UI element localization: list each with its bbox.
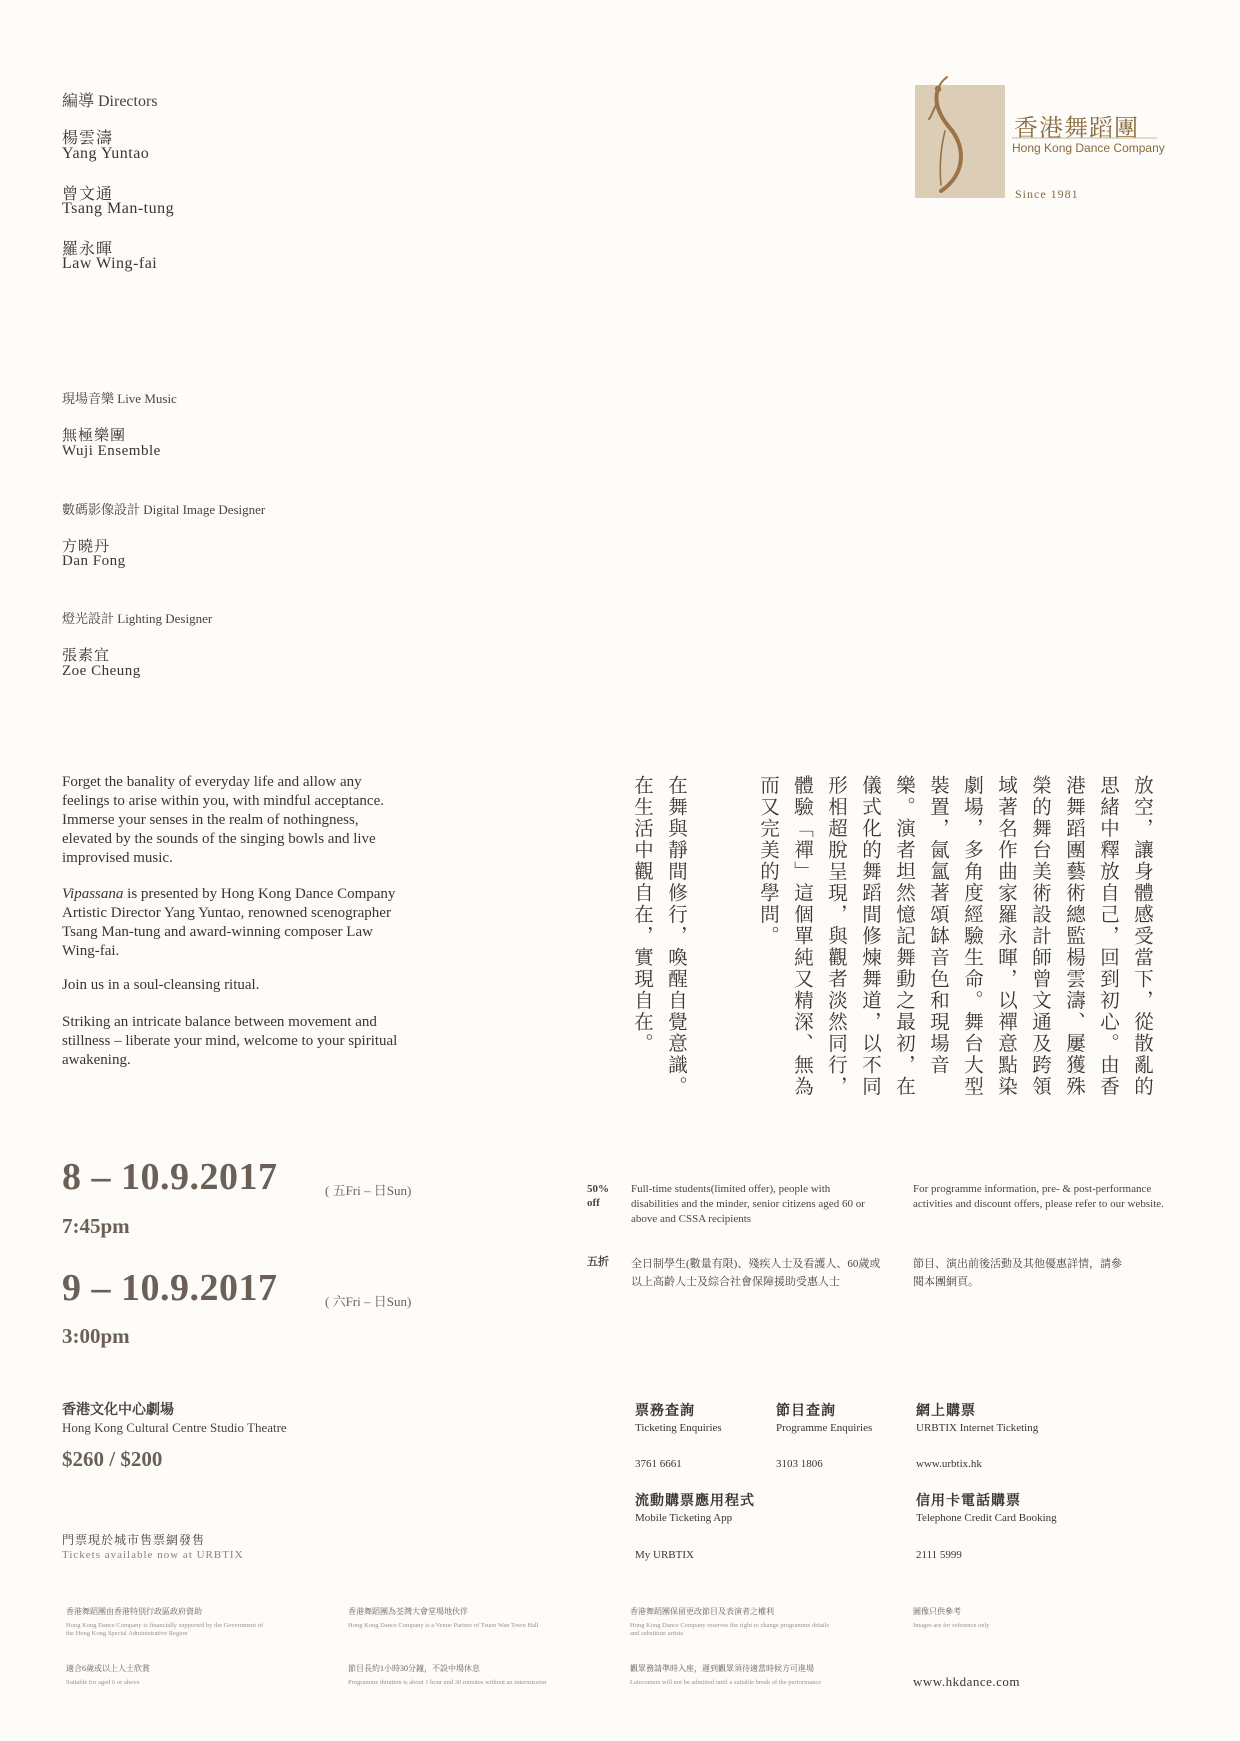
internet-ticketing-url[interactable]: www.urbtix.hk — [916, 1458, 982, 1470]
director-name-zh: 羅永暉 — [62, 241, 114, 258]
directors-role: 編導 Directors — [62, 93, 158, 110]
programme-enquiries-title-en: Programme Enquiries — [776, 1422, 873, 1434]
internet-ticketing-title-zh: 網上購票 — [916, 1404, 976, 1419]
fine-print-zh: 觀眾務請準時入座，遲到觀眾須待適當時候方可進場 — [630, 1664, 814, 1673]
discount-eligibility-zh: 全日制學生(數量有限)、殘疾人士及看護人、60歲或以上高齡人士及綜合社會保障援助受惠人士 — [631, 1258, 881, 1288]
lighting-name-en: Zoe Cheung — [62, 663, 141, 679]
show-days: ( 六Fri – 日Sun) — [325, 1294, 412, 1309]
fine-print-en: Images are for reference only — [913, 1622, 990, 1629]
description-paragraph: Join us in a soul-cleansing ritual. — [62, 977, 260, 993]
chinese-tagline: 在舞與靜間修行，喚醒自覺意識。在生活中觀自在，實現自在。 — [631, 775, 686, 1098]
title-vipassana: Vipassana — [62, 886, 124, 902]
fine-print-en: Programme duration is about 1 hour and 30 minutes without an intermission — [348, 1679, 547, 1686]
programme-enquiries-phone: 3103 1806 — [776, 1458, 823, 1470]
live-music-name-zh: 無極樂團 — [62, 428, 127, 444]
show-time: 7:45pm — [62, 1214, 130, 1238]
ticketing-enquiries-phone: 3761 6661 — [635, 1458, 682, 1470]
fine-print-zh: 香港舞蹈團由香港特別行政區政府資助 — [66, 1607, 202, 1616]
fine-print-en: Suitable for aged 6 or above — [66, 1679, 140, 1686]
live-music-role: 現場音樂 Live Music — [62, 391, 177, 406]
show-date: 9 – 10.9.2017 — [62, 1267, 278, 1309]
programme-enquiries-title-zh: 節目查詢 — [776, 1404, 836, 1419]
venue-name-zh: 香港文化中心劇場 — [62, 1403, 174, 1418]
fine-print-zh: 適合6歲或以上人士欣賞 — [66, 1664, 150, 1673]
programme-info-zh: 節目、演出前後活動及其他優惠詳情，請參閱本團網頁。 — [913, 1258, 1122, 1288]
description-paragraph: Striking an intricate balance between movement and stillness – liberate your mind, welcome to your spiritual awakening. — [62, 1014, 398, 1068]
description-paragraph — [62, 885, 412, 961]
fine-print-zh: 香港舞蹈團為荃灣大會堂場地伙伴 — [348, 1607, 468, 1616]
fine-print-en: Hong Kong Dance Company reserves the right to change programme details and substitute artists — [630, 1622, 829, 1637]
director-name-en: Yang Yuntao — [62, 145, 150, 162]
digital-image-name-zh: 方曉丹 — [62, 539, 111, 555]
fine-print-zh: 香港舞蹈團保留更改節目及表演者之權利 — [630, 1607, 774, 1616]
show-date: 8 – 10.9.2017 — [62, 1156, 278, 1198]
discount-tag: 50% off — [587, 1183, 609, 1209]
logo-since: Since 1981 — [1015, 187, 1079, 201]
mobile-ticketing-app: My URBTIX — [635, 1549, 694, 1561]
urbtix-notice-zh: 門票現於城市售票網發售 — [62, 1533, 206, 1547]
director-name-zh: 楊雲濤 — [62, 130, 114, 147]
phone-booking-number: 2111 5999 — [916, 1549, 962, 1561]
ticket-price: $260 / $200 — [62, 1447, 163, 1471]
programme-info-en: For programme information, pre- & post-performance activities and discount offers, please refer to our website. — [913, 1183, 1164, 1210]
fine-print-en: Hong Kong Dance Company is a Venue Partner of Tsuen Wan Town Hall — [348, 1622, 539, 1629]
fine-print-en: Latecomers will not be admitted until a suitable break of the performance — [630, 1679, 822, 1686]
discount-tag-zh: 五折 — [587, 1256, 609, 1268]
digital-image-role: 數碼影像設計 Digital Image Designer — [62, 502, 266, 517]
website-link[interactable]: www.hkdance.com — [913, 1674, 1021, 1689]
dancer-logo-icon — [915, 75, 1015, 205]
logo-name-en: Hong Kong Dance Company — [1012, 141, 1165, 155]
mobile-ticketing-title-zh: 流動購票應用程式 — [635, 1494, 755, 1509]
phone-booking-title-en: Telephone Credit Card Booking — [916, 1512, 1057, 1524]
ticketing-enquiries-title-en: Ticketing Enquiries — [635, 1422, 722, 1434]
live-music-name-en: Wuji Ensemble — [62, 443, 161, 459]
fine-print-zh: 節目長約1小時30分鐘，不設中場休息 — [348, 1664, 480, 1673]
fine-print-en: Hong Kong Dance Company is financially supported by the Government of the Hong Kong Special Administrative Region — [66, 1622, 264, 1637]
show-time: 3:00pm — [62, 1324, 130, 1348]
digital-image-name-en: Dan Fong — [62, 553, 126, 569]
venue-name-en: Hong Kong Cultural Centre Studio Theatre — [62, 1420, 287, 1435]
chinese-description: 放空，讓身體感受當下，從散亂的思緒中釋放自己，回到初心。由香港舞蹈團藝術總監楊雲濤、屢獲殊榮的舞台美術設計師曾文通及跨領域著名作曲家羅永暉，以禪意點染劇場，多角度經驗生命。舞台大型裝置，氤氳著頌缽音色和現場音樂。演者坦然憶記舞動之最初，在儀式化的舞蹈間修煉舞道，以不同形相超脫呈現，與觀者淡然同行，體驗「禪」這個單純又精深、無為而又完美的學問。 — [757, 775, 1152, 1098]
discount-eligibility-en: Full-time students(limited offer), people with disabilities and the minder, senior citizens aged 60 or above and CSSA recipients — [631, 1183, 865, 1225]
director-name-zh: 曾文通 — [62, 186, 114, 203]
director-name-en: Tsang Man-tung — [62, 200, 175, 217]
lighting-role: 燈光設計 Lighting Designer — [62, 611, 213, 626]
ticketing-enquiries-title-zh: 票務查詢 — [635, 1404, 695, 1419]
fine-print-zh: 圖像只供參考 — [913, 1607, 961, 1616]
logo-underline — [1012, 136, 1157, 140]
logo-name-zh: 香港舞蹈團 — [1014, 116, 1139, 142]
mobile-ticketing-title-en: Mobile Ticketing App — [635, 1512, 733, 1524]
internet-ticketing-title-en: URBTIX Internet Ticketing — [916, 1422, 1039, 1434]
show-days: ( 五Fri – 日Sun) — [325, 1183, 412, 1198]
urbtix-notice-en: Tickets available now at URBTIX — [62, 1549, 244, 1561]
director-name-en: Law Wing-fai — [62, 255, 158, 272]
phone-booking-title-zh: 信用卡電話購票 — [916, 1494, 1021, 1509]
description-text: is presented by Hong Kong Dance Company Artistic Director Yang Yuntao, renowned scenographer Tsang Man-tung and award-winning composer Law Wing-fai. — [62, 886, 396, 959]
lighting-name-zh: 張素宜 — [62, 648, 111, 664]
description-paragraph: Forget the banality of everyday life and allow any feelings to arise within you, with mindful acceptance. Immerse your senses in the realm of nothingness, elevated by the sounds of the singing bowls and live improvised music. — [62, 774, 384, 866]
